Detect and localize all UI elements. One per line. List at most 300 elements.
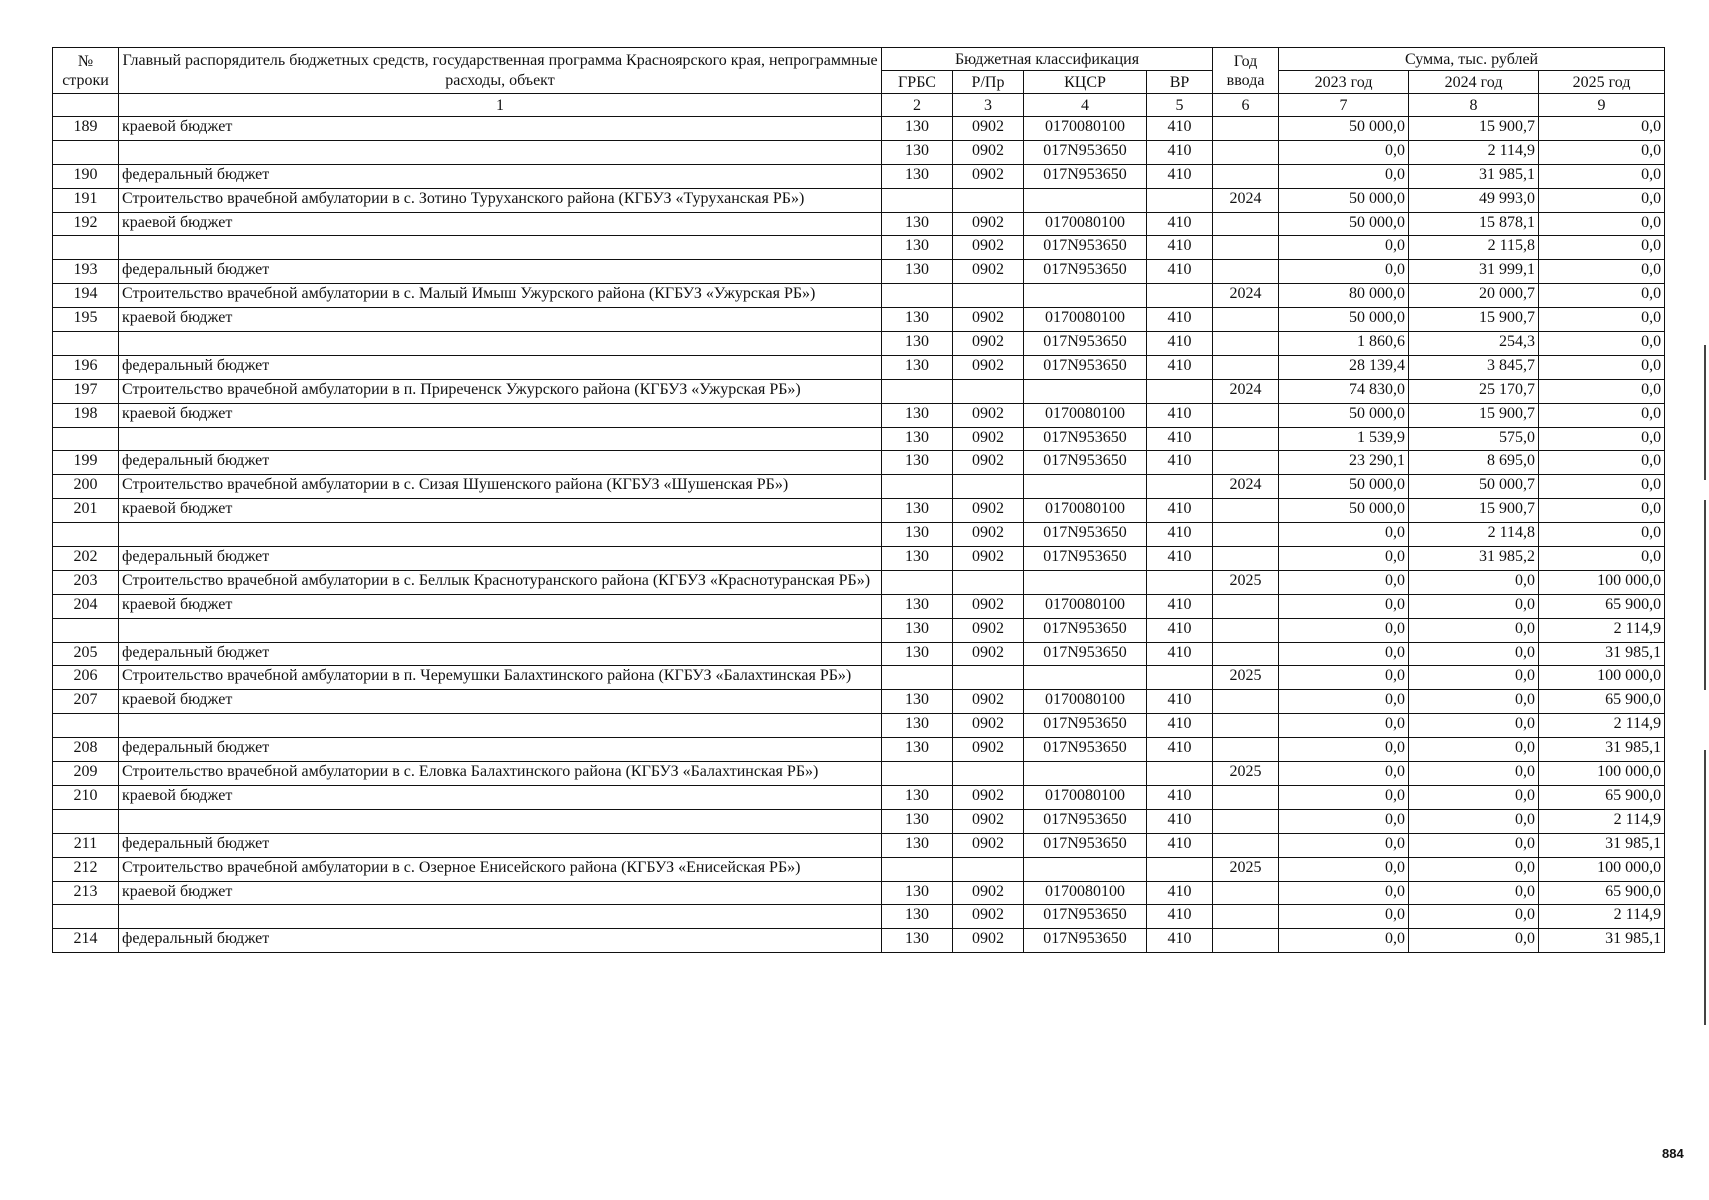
row-name: Строительство врачебной амбулатории в с. Озерное Енисейского района (КГБУЗ «Енисейская РБ») bbox=[119, 857, 882, 881]
col-number: 4 bbox=[1024, 94, 1147, 117]
cell-sum-2023: 80 000,0 bbox=[1279, 284, 1409, 308]
cell-year bbox=[1213, 738, 1279, 762]
cell-sum-2024: 3 845,7 bbox=[1409, 355, 1539, 379]
row-name: федеральный бюджет bbox=[119, 260, 882, 284]
cell-sum-2023: 0,0 bbox=[1279, 881, 1409, 905]
cell-sum-2025: 0,0 bbox=[1539, 332, 1665, 356]
cell-vr: 410 bbox=[1147, 809, 1213, 833]
margin-mark bbox=[1704, 345, 1706, 480]
cell-grbs bbox=[882, 284, 953, 308]
cell-rzpr: 0902 bbox=[953, 523, 1024, 547]
cell-sum-2024: 15 900,7 bbox=[1409, 403, 1539, 427]
cell-year bbox=[1213, 332, 1279, 356]
row-name: краевой бюджет bbox=[119, 690, 882, 714]
row-name: краевой бюджет bbox=[119, 117, 882, 141]
cell-sum-2025: 0,0 bbox=[1539, 308, 1665, 332]
cell-sum-2024: 31 985,1 bbox=[1409, 164, 1539, 188]
cell-rzpr: 0902 bbox=[953, 117, 1024, 141]
cell-sum-2024: 8 695,0 bbox=[1409, 451, 1539, 475]
cell-vr: 410 bbox=[1147, 403, 1213, 427]
row-number: 191 bbox=[53, 188, 119, 212]
cell-grbs bbox=[882, 666, 953, 690]
cell-grbs: 130 bbox=[882, 355, 953, 379]
cell-rzpr: 0902 bbox=[953, 260, 1024, 284]
cell-rzpr: 0902 bbox=[953, 212, 1024, 236]
table-header bbox=[53, 48, 1665, 117]
cell-sum-2025: 100 000,0 bbox=[1539, 666, 1665, 690]
row-name: федеральный бюджет bbox=[119, 451, 882, 475]
cell-sum-2024: 0,0 bbox=[1409, 594, 1539, 618]
table-row bbox=[53, 881, 1665, 905]
cell-kcsr: 017N953650 bbox=[1024, 236, 1147, 260]
cell-vr: 410 bbox=[1147, 642, 1213, 666]
table-row bbox=[53, 714, 1665, 738]
row-name bbox=[119, 332, 882, 356]
cell-sum-2023: 50 000,0 bbox=[1279, 188, 1409, 212]
cell-rzpr: 0902 bbox=[953, 785, 1024, 809]
cell-kcsr bbox=[1024, 475, 1147, 499]
cell-year bbox=[1213, 117, 1279, 141]
cell-sum-2025: 100 000,0 bbox=[1539, 570, 1665, 594]
cell-year bbox=[1213, 905, 1279, 929]
cell-grbs: 130 bbox=[882, 308, 953, 332]
cell-sum-2024: 31 985,2 bbox=[1409, 547, 1539, 571]
cell-grbs: 130 bbox=[882, 905, 953, 929]
cell-kcsr: 017N953650 bbox=[1024, 929, 1147, 953]
row-name: Строительство врачебной амбулатории в п. Черемушки Балахтинского района (КГБУЗ «Балахтинская РБ») bbox=[119, 666, 882, 690]
row-number: 197 bbox=[53, 379, 119, 403]
row-number: 189 bbox=[53, 117, 119, 141]
cell-rzpr bbox=[953, 857, 1024, 881]
col-number: 1 bbox=[119, 94, 882, 117]
cell-vr: 410 bbox=[1147, 212, 1213, 236]
cell-sum-2024: 0,0 bbox=[1409, 570, 1539, 594]
cell-year bbox=[1213, 594, 1279, 618]
cell-rzpr: 0902 bbox=[953, 164, 1024, 188]
cell-sum-2024: 0,0 bbox=[1409, 785, 1539, 809]
cell-sum-2025: 0,0 bbox=[1539, 499, 1665, 523]
cell-sum-2023: 0,0 bbox=[1279, 738, 1409, 762]
table-row bbox=[53, 140, 1665, 164]
cell-year bbox=[1213, 355, 1279, 379]
cell-year: 2024 bbox=[1213, 284, 1279, 308]
cell-grbs bbox=[882, 188, 953, 212]
table-row bbox=[53, 379, 1665, 403]
cell-vr bbox=[1147, 857, 1213, 881]
cell-kcsr: 0170080100 bbox=[1024, 308, 1147, 332]
cell-sum-2025: 0,0 bbox=[1539, 236, 1665, 260]
cell-year bbox=[1213, 260, 1279, 284]
row-name: краевой бюджет bbox=[119, 212, 882, 236]
row-number bbox=[53, 332, 119, 356]
cell-rzpr: 0902 bbox=[953, 427, 1024, 451]
table-row bbox=[53, 308, 1665, 332]
row-number: 196 bbox=[53, 355, 119, 379]
table-row bbox=[53, 212, 1665, 236]
cell-vr: 410 bbox=[1147, 140, 1213, 164]
row-number: 207 bbox=[53, 690, 119, 714]
cell-rzpr: 0902 bbox=[953, 308, 1024, 332]
cell-sum-2024: 0,0 bbox=[1409, 809, 1539, 833]
row-name: Строительство врачебной амбулатории в п. Приреченск Ужурского района (КГБУЗ «Ужурская РБ») bbox=[119, 379, 882, 403]
table-row bbox=[53, 523, 1665, 547]
cell-vr: 410 bbox=[1147, 833, 1213, 857]
cell-sum-2023: 0,0 bbox=[1279, 523, 1409, 547]
table-row bbox=[53, 929, 1665, 953]
header-grbs: ГРБС bbox=[882, 71, 953, 94]
header-2025: 2025 год bbox=[1539, 71, 1665, 94]
cell-vr: 410 bbox=[1147, 355, 1213, 379]
cell-vr: 410 bbox=[1147, 308, 1213, 332]
row-number bbox=[53, 809, 119, 833]
header-sum: Сумма, тыс. рублей bbox=[1279, 48, 1665, 71]
cell-kcsr: 017N953650 bbox=[1024, 833, 1147, 857]
row-name: Строительство врачебной амбулатории в с. Малый Имыш Ужурского района (КГБУЗ «Ужурская РБ») bbox=[119, 284, 882, 308]
cell-rzpr: 0902 bbox=[953, 833, 1024, 857]
header-budget-classification: Бюджетная классификация bbox=[882, 48, 1213, 71]
cell-kcsr: 0170080100 bbox=[1024, 403, 1147, 427]
cell-grbs: 130 bbox=[882, 690, 953, 714]
cell-vr: 410 bbox=[1147, 499, 1213, 523]
cell-sum-2025: 100 000,0 bbox=[1539, 857, 1665, 881]
row-name: Строительство врачебной амбулатории в с. Беллык Краснотуранского района (КГБУЗ «Краснотуранская РБ») bbox=[119, 570, 882, 594]
cell-year bbox=[1213, 714, 1279, 738]
row-name bbox=[119, 140, 882, 164]
cell-grbs: 130 bbox=[882, 881, 953, 905]
cell-rzpr: 0902 bbox=[953, 499, 1024, 523]
cell-vr: 410 bbox=[1147, 594, 1213, 618]
cell-sum-2023: 0,0 bbox=[1279, 833, 1409, 857]
row-number bbox=[53, 714, 119, 738]
table-row bbox=[53, 618, 1665, 642]
row-number bbox=[53, 618, 119, 642]
cell-vr: 410 bbox=[1147, 738, 1213, 762]
cell-sum-2024: 0,0 bbox=[1409, 762, 1539, 786]
cell-vr: 410 bbox=[1147, 260, 1213, 284]
cell-sum-2024: 15 900,7 bbox=[1409, 499, 1539, 523]
cell-sum-2025: 0,0 bbox=[1539, 284, 1665, 308]
cell-sum-2023: 0,0 bbox=[1279, 690, 1409, 714]
cell-kcsr: 017N953650 bbox=[1024, 451, 1147, 475]
cell-year bbox=[1213, 236, 1279, 260]
cell-year: 2025 bbox=[1213, 666, 1279, 690]
row-name bbox=[119, 905, 882, 929]
row-number: 200 bbox=[53, 475, 119, 499]
cell-sum-2023: 0,0 bbox=[1279, 785, 1409, 809]
cell-sum-2024: 0,0 bbox=[1409, 618, 1539, 642]
row-number: 194 bbox=[53, 284, 119, 308]
cell-vr: 410 bbox=[1147, 236, 1213, 260]
cell-year bbox=[1213, 881, 1279, 905]
row-name: Строительство врачебной амбулатории в с. Зотино Туруханского района (КГБУЗ «Туруханская РБ») bbox=[119, 188, 882, 212]
row-name: федеральный бюджет bbox=[119, 738, 882, 762]
row-name bbox=[119, 523, 882, 547]
cell-vr: 410 bbox=[1147, 618, 1213, 642]
cell-year bbox=[1213, 451, 1279, 475]
cell-year bbox=[1213, 523, 1279, 547]
cell-sum-2024: 0,0 bbox=[1409, 905, 1539, 929]
cell-rzpr: 0902 bbox=[953, 594, 1024, 618]
cell-sum-2024: 49 993,0 bbox=[1409, 188, 1539, 212]
row-number: 190 bbox=[53, 164, 119, 188]
budget-table bbox=[52, 47, 1665, 953]
row-number: 205 bbox=[53, 642, 119, 666]
cell-grbs: 130 bbox=[882, 833, 953, 857]
cell-kcsr: 0170080100 bbox=[1024, 212, 1147, 236]
cell-grbs: 130 bbox=[882, 738, 953, 762]
cell-year bbox=[1213, 212, 1279, 236]
row-name: федеральный бюджет bbox=[119, 833, 882, 857]
cell-year bbox=[1213, 642, 1279, 666]
row-number: 213 bbox=[53, 881, 119, 905]
cell-rzpr: 0902 bbox=[953, 738, 1024, 762]
cell-sum-2025: 65 900,0 bbox=[1539, 881, 1665, 905]
cell-grbs bbox=[882, 857, 953, 881]
row-number bbox=[53, 905, 119, 929]
cell-grbs: 130 bbox=[882, 236, 953, 260]
cell-year: 2025 bbox=[1213, 857, 1279, 881]
cell-sum-2024: 0,0 bbox=[1409, 738, 1539, 762]
table-row bbox=[53, 833, 1665, 857]
table-row bbox=[53, 451, 1665, 475]
cell-vr bbox=[1147, 475, 1213, 499]
cell-rzpr: 0902 bbox=[953, 905, 1024, 929]
cell-sum-2023: 0,0 bbox=[1279, 618, 1409, 642]
cell-kcsr: 017N953650 bbox=[1024, 809, 1147, 833]
cell-kcsr: 017N953650 bbox=[1024, 355, 1147, 379]
row-name: федеральный бюджет bbox=[119, 929, 882, 953]
cell-rzpr bbox=[953, 188, 1024, 212]
row-name bbox=[119, 809, 882, 833]
cell-sum-2025: 0,0 bbox=[1539, 164, 1665, 188]
cell-kcsr: 017N953650 bbox=[1024, 714, 1147, 738]
table-row bbox=[53, 260, 1665, 284]
cell-grbs: 130 bbox=[882, 929, 953, 953]
table-row bbox=[53, 594, 1665, 618]
cell-vr: 410 bbox=[1147, 117, 1213, 141]
row-number: 192 bbox=[53, 212, 119, 236]
cell-year bbox=[1213, 547, 1279, 571]
cell-rzpr: 0902 bbox=[953, 451, 1024, 475]
cell-sum-2024: 575,0 bbox=[1409, 427, 1539, 451]
row-name bbox=[119, 714, 882, 738]
table-row bbox=[53, 332, 1665, 356]
cell-sum-2024: 2 114,9 bbox=[1409, 140, 1539, 164]
cell-year: 2025 bbox=[1213, 570, 1279, 594]
cell-kcsr: 017N953650 bbox=[1024, 427, 1147, 451]
table-row bbox=[53, 857, 1665, 881]
table-body bbox=[53, 117, 1665, 953]
cell-sum-2024: 50 000,7 bbox=[1409, 475, 1539, 499]
cell-sum-2023: 0,0 bbox=[1279, 236, 1409, 260]
table-row bbox=[53, 284, 1665, 308]
cell-vr: 410 bbox=[1147, 332, 1213, 356]
col-number-empty bbox=[53, 94, 119, 117]
cell-rzpr: 0902 bbox=[953, 140, 1024, 164]
col-number: 8 bbox=[1409, 94, 1539, 117]
cell-kcsr: 017N953650 bbox=[1024, 618, 1147, 642]
cell-rzpr: 0902 bbox=[953, 236, 1024, 260]
page-number: 884 bbox=[1662, 1146, 1684, 1161]
cell-vr bbox=[1147, 379, 1213, 403]
header-rzpr: Р/Пр bbox=[953, 71, 1024, 94]
row-number: 203 bbox=[53, 570, 119, 594]
cell-sum-2023: 0,0 bbox=[1279, 857, 1409, 881]
cell-kcsr: 0170080100 bbox=[1024, 881, 1147, 905]
cell-rzpr: 0902 bbox=[953, 714, 1024, 738]
cell-year bbox=[1213, 809, 1279, 833]
cell-grbs: 130 bbox=[882, 451, 953, 475]
cell-rzpr bbox=[953, 570, 1024, 594]
cell-year bbox=[1213, 427, 1279, 451]
cell-sum-2025: 2 114,9 bbox=[1539, 905, 1665, 929]
cell-kcsr bbox=[1024, 570, 1147, 594]
cell-grbs: 130 bbox=[882, 618, 953, 642]
col-number: 3 bbox=[953, 94, 1024, 117]
cell-grbs: 130 bbox=[882, 164, 953, 188]
cell-year bbox=[1213, 690, 1279, 714]
cell-sum-2023: 50 000,0 bbox=[1279, 403, 1409, 427]
row-name: федеральный бюджет bbox=[119, 642, 882, 666]
cell-grbs: 130 bbox=[882, 260, 953, 284]
cell-year bbox=[1213, 308, 1279, 332]
table-row bbox=[53, 499, 1665, 523]
cell-sum-2023: 0,0 bbox=[1279, 666, 1409, 690]
row-number: 199 bbox=[53, 451, 119, 475]
cell-grbs: 130 bbox=[882, 427, 953, 451]
cell-sum-2024: 2 114,8 bbox=[1409, 523, 1539, 547]
cell-sum-2025: 31 985,1 bbox=[1539, 642, 1665, 666]
cell-sum-2024: 0,0 bbox=[1409, 666, 1539, 690]
table-row bbox=[53, 738, 1665, 762]
cell-sum-2025: 31 985,1 bbox=[1539, 929, 1665, 953]
row-name: краевой бюджет bbox=[119, 403, 882, 427]
cell-sum-2025: 0,0 bbox=[1539, 140, 1665, 164]
cell-vr: 410 bbox=[1147, 690, 1213, 714]
cell-kcsr: 0170080100 bbox=[1024, 117, 1147, 141]
cell-kcsr: 0170080100 bbox=[1024, 785, 1147, 809]
cell-grbs: 130 bbox=[882, 212, 953, 236]
cell-kcsr bbox=[1024, 666, 1147, 690]
cell-sum-2025: 0,0 bbox=[1539, 117, 1665, 141]
cell-vr bbox=[1147, 284, 1213, 308]
header-vr: ВР bbox=[1147, 71, 1213, 94]
row-number: 214 bbox=[53, 929, 119, 953]
col-number: 9 bbox=[1539, 94, 1665, 117]
cell-grbs: 130 bbox=[882, 117, 953, 141]
cell-sum-2025: 65 900,0 bbox=[1539, 785, 1665, 809]
cell-sum-2024: 15 878,1 bbox=[1409, 212, 1539, 236]
row-number: 195 bbox=[53, 308, 119, 332]
header-row-no: № строки bbox=[53, 48, 119, 94]
cell-vr bbox=[1147, 570, 1213, 594]
cell-vr: 410 bbox=[1147, 714, 1213, 738]
cell-sum-2025: 0,0 bbox=[1539, 427, 1665, 451]
cell-sum-2024: 0,0 bbox=[1409, 714, 1539, 738]
cell-kcsr: 017N953650 bbox=[1024, 332, 1147, 356]
cell-rzpr bbox=[953, 762, 1024, 786]
cell-sum-2023: 50 000,0 bbox=[1279, 308, 1409, 332]
cell-sum-2025: 65 900,0 bbox=[1539, 594, 1665, 618]
cell-kcsr: 017N953650 bbox=[1024, 260, 1147, 284]
cell-sum-2024: 0,0 bbox=[1409, 642, 1539, 666]
cell-year bbox=[1213, 785, 1279, 809]
row-name: федеральный бюджет bbox=[119, 547, 882, 571]
table-row bbox=[53, 547, 1665, 571]
row-number: 193 bbox=[53, 260, 119, 284]
cell-year: 2024 bbox=[1213, 379, 1279, 403]
row-name: краевой бюджет bbox=[119, 308, 882, 332]
table-row bbox=[53, 236, 1665, 260]
cell-sum-2025: 0,0 bbox=[1539, 403, 1665, 427]
table-row bbox=[53, 427, 1665, 451]
cell-vr: 410 bbox=[1147, 451, 1213, 475]
cell-year bbox=[1213, 140, 1279, 164]
cell-vr bbox=[1147, 188, 1213, 212]
row-name: федеральный бюджет bbox=[119, 355, 882, 379]
row-number: 201 bbox=[53, 499, 119, 523]
cell-sum-2023: 28 139,4 bbox=[1279, 355, 1409, 379]
cell-sum-2023: 0,0 bbox=[1279, 809, 1409, 833]
row-name: Строительство врачебной амбулатории в с. Сизая Шушенского района (КГБУЗ «Шушенская РБ») bbox=[119, 475, 882, 499]
cell-year: 2025 bbox=[1213, 762, 1279, 786]
cell-grbs: 130 bbox=[882, 642, 953, 666]
cell-sum-2023: 0,0 bbox=[1279, 762, 1409, 786]
cell-vr: 410 bbox=[1147, 881, 1213, 905]
header-name: Главный распорядитель бюджетных средств, государственная программа Красноярского края, непрограммные расходы, объект bbox=[119, 48, 882, 94]
cell-sum-2023: 0,0 bbox=[1279, 714, 1409, 738]
cell-grbs bbox=[882, 475, 953, 499]
row-number: 204 bbox=[53, 594, 119, 618]
row-name: краевой бюджет bbox=[119, 499, 882, 523]
cell-year bbox=[1213, 499, 1279, 523]
cell-sum-2023: 0,0 bbox=[1279, 929, 1409, 953]
cell-sum-2025: 0,0 bbox=[1539, 212, 1665, 236]
cell-grbs bbox=[882, 762, 953, 786]
row-number: 208 bbox=[53, 738, 119, 762]
cell-kcsr bbox=[1024, 379, 1147, 403]
cell-sum-2023: 0,0 bbox=[1279, 570, 1409, 594]
cell-rzpr: 0902 bbox=[953, 881, 1024, 905]
table-row bbox=[53, 690, 1665, 714]
row-name: краевой бюджет bbox=[119, 594, 882, 618]
cell-rzpr bbox=[953, 284, 1024, 308]
row-name bbox=[119, 236, 882, 260]
cell-grbs bbox=[882, 379, 953, 403]
cell-rzpr bbox=[953, 666, 1024, 690]
cell-rzpr bbox=[953, 475, 1024, 499]
cell-sum-2023: 23 290,1 bbox=[1279, 451, 1409, 475]
cell-sum-2023: 50 000,0 bbox=[1279, 475, 1409, 499]
row-number bbox=[53, 427, 119, 451]
cell-sum-2025: 100 000,0 bbox=[1539, 762, 1665, 786]
cell-sum-2023: 0,0 bbox=[1279, 164, 1409, 188]
row-number: 206 bbox=[53, 666, 119, 690]
cell-sum-2024: 25 170,7 bbox=[1409, 379, 1539, 403]
cell-sum-2024: 15 900,7 bbox=[1409, 308, 1539, 332]
cell-sum-2024: 20 000,7 bbox=[1409, 284, 1539, 308]
table-row bbox=[53, 475, 1665, 499]
cell-grbs: 130 bbox=[882, 785, 953, 809]
row-number: 211 bbox=[53, 833, 119, 857]
cell-sum-2024: 0,0 bbox=[1409, 690, 1539, 714]
cell-sum-2024: 2 115,8 bbox=[1409, 236, 1539, 260]
cell-vr: 410 bbox=[1147, 523, 1213, 547]
table-row bbox=[53, 570, 1665, 594]
cell-year: 2024 bbox=[1213, 188, 1279, 212]
row-name: краевой бюджет bbox=[119, 881, 882, 905]
cell-sum-2023: 74 830,0 bbox=[1279, 379, 1409, 403]
